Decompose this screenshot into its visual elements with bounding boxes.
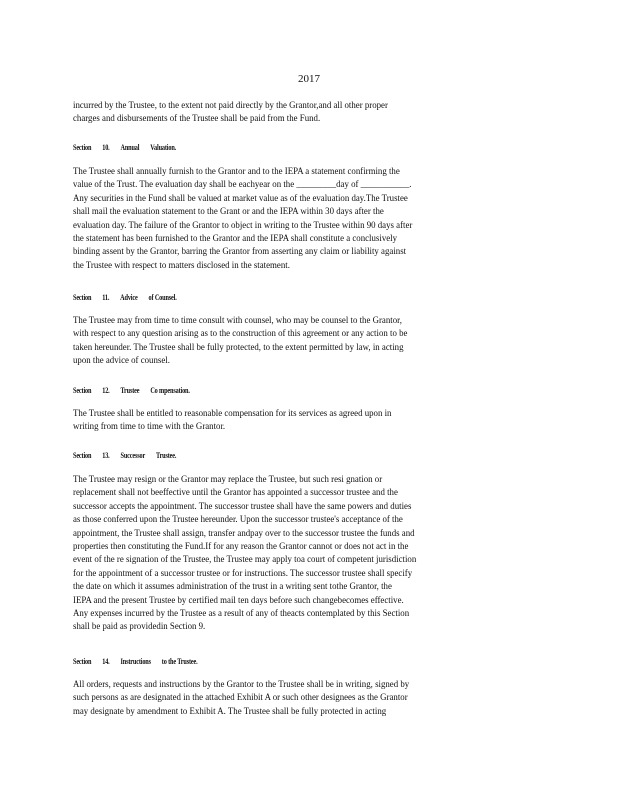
text-line: charges and disbursements of the Trustee shall be paid from the Fund. bbox=[73, 114, 321, 125]
text-line: The Trustee may resign or the Grantor may replace the Trustee, but such resi gnation or bbox=[73, 475, 383, 485]
section-12-heading: Section 12. Trustee Co mpensation. bbox=[73, 386, 190, 395]
text-line: properties then constituting the Fund.If for any reason the Grantor cannot or does not act in the bbox=[73, 542, 409, 553]
section-12-paragraph bbox=[73, 408, 508, 435]
text-line: the date on which it assumes administration of the trust in a writing sent tothe Grantor, the bbox=[73, 582, 392, 593]
text-line: incurred by the Trustee, to the extent not paid directly by the Grantor,and all other proper bbox=[73, 101, 388, 111]
text-line: the statement has been furnished to the Grantor and the IEPA shall constitute a conclusively bbox=[73, 234, 398, 245]
text-line: value of the Trust. The evaluation day shall be eachyear on the _________day of ___________. bbox=[73, 180, 412, 191]
text-line: event of the re signation of the Trustee, the Trustee may apply toa court of competent jurisdiction bbox=[73, 555, 417, 566]
section-11-heading: Section 11. Advice of Counsel. bbox=[73, 293, 177, 302]
section-11-paragraph bbox=[73, 315, 508, 369]
section-13-heading: Section 13. Successor Trustee. bbox=[73, 451, 177, 460]
text-line: upon the advice of counsel. bbox=[73, 356, 170, 367]
text-line: Any expenses incurred by the Trustee as a result of any of theacts contemplated by this Section bbox=[73, 609, 410, 620]
text-line: The Trustee shall annually furnish to the Grantor and to the IEPA a statement confirming the bbox=[73, 167, 400, 177]
section-10-paragraph bbox=[73, 166, 508, 273]
text-line: the Trustee with respect to matters disclosed in the statement. bbox=[73, 260, 290, 271]
text-line: binding assent by the Grantor, barring the Grantor from asserting any claim or liability against bbox=[73, 247, 407, 258]
text-line: successor accepts the appointment. The successor trustee shall have the same powers and duties bbox=[73, 501, 412, 512]
text-line: evaluation day. The failure of the Grantor to object in writing to the Trustee within 90 days after bbox=[73, 220, 413, 231]
text-line: as those conferred upon the Trustee hereunder. Upon the successor trustee's acceptance of the bbox=[73, 515, 403, 526]
text-line: The Trustee shall be entitled to reasonable compensation for its services as agreed upon in bbox=[73, 409, 392, 419]
page-number: 2017 bbox=[298, 73, 320, 85]
text-line: Any securities in the Fund shall be valued at market value as of the evaluation day.The Trustee bbox=[73, 193, 408, 204]
section-14-paragraph bbox=[73, 679, 508, 719]
text-line: The Trustee may from time to time consult with counsel, who may be counsel to the Grantor, bbox=[73, 316, 402, 326]
text-line: shall be paid as providedin Section 9. bbox=[73, 622, 206, 633]
section-14-heading: Section 14. Instructions to the Trustee. bbox=[73, 657, 198, 666]
text-line: may designate by amendment to Exhibit A. The Trustee shall be fully protected in acting bbox=[73, 706, 387, 717]
section-13-paragraph bbox=[73, 474, 508, 635]
intro-paragraph bbox=[73, 100, 508, 127]
section-10-heading: Section 10. Annual Valuation. bbox=[73, 143, 177, 152]
text-line: shall mail the evaluation statement to the Grant or and the IEPA within 30 days after the bbox=[73, 207, 384, 218]
text-line: such persons as are designated in the attached Exhibit A or such other designees as the Grantor bbox=[73, 693, 408, 704]
text-line: for the appointment of a successor trustee or for instructions. The successor trustee shall specify bbox=[73, 568, 413, 579]
text-line: replacement shall not beeffective until the Grantor has appointed a successor trustee and the bbox=[73, 488, 398, 499]
text-line: with respect to any question arising as to the construction of this agreement or any action to be bbox=[73, 329, 408, 340]
text-line: writing from time to time with the Grantor. bbox=[73, 422, 226, 433]
text-line: IEPA and the present Trustee by certified mail ten days before such changebecomes effective. bbox=[73, 595, 404, 606]
text-line: taken hereunder. The Trustee shall be fully protected, to the extent permitted by law, in acting bbox=[73, 342, 404, 353]
text-line: All orders, requests and instructions by the Grantor to the Trustee shall be in writing, signed by bbox=[73, 680, 410, 690]
text-line: appointment, the Trustee shall assign, transfer andpay over to the successor trustee the funds and bbox=[73, 528, 415, 539]
